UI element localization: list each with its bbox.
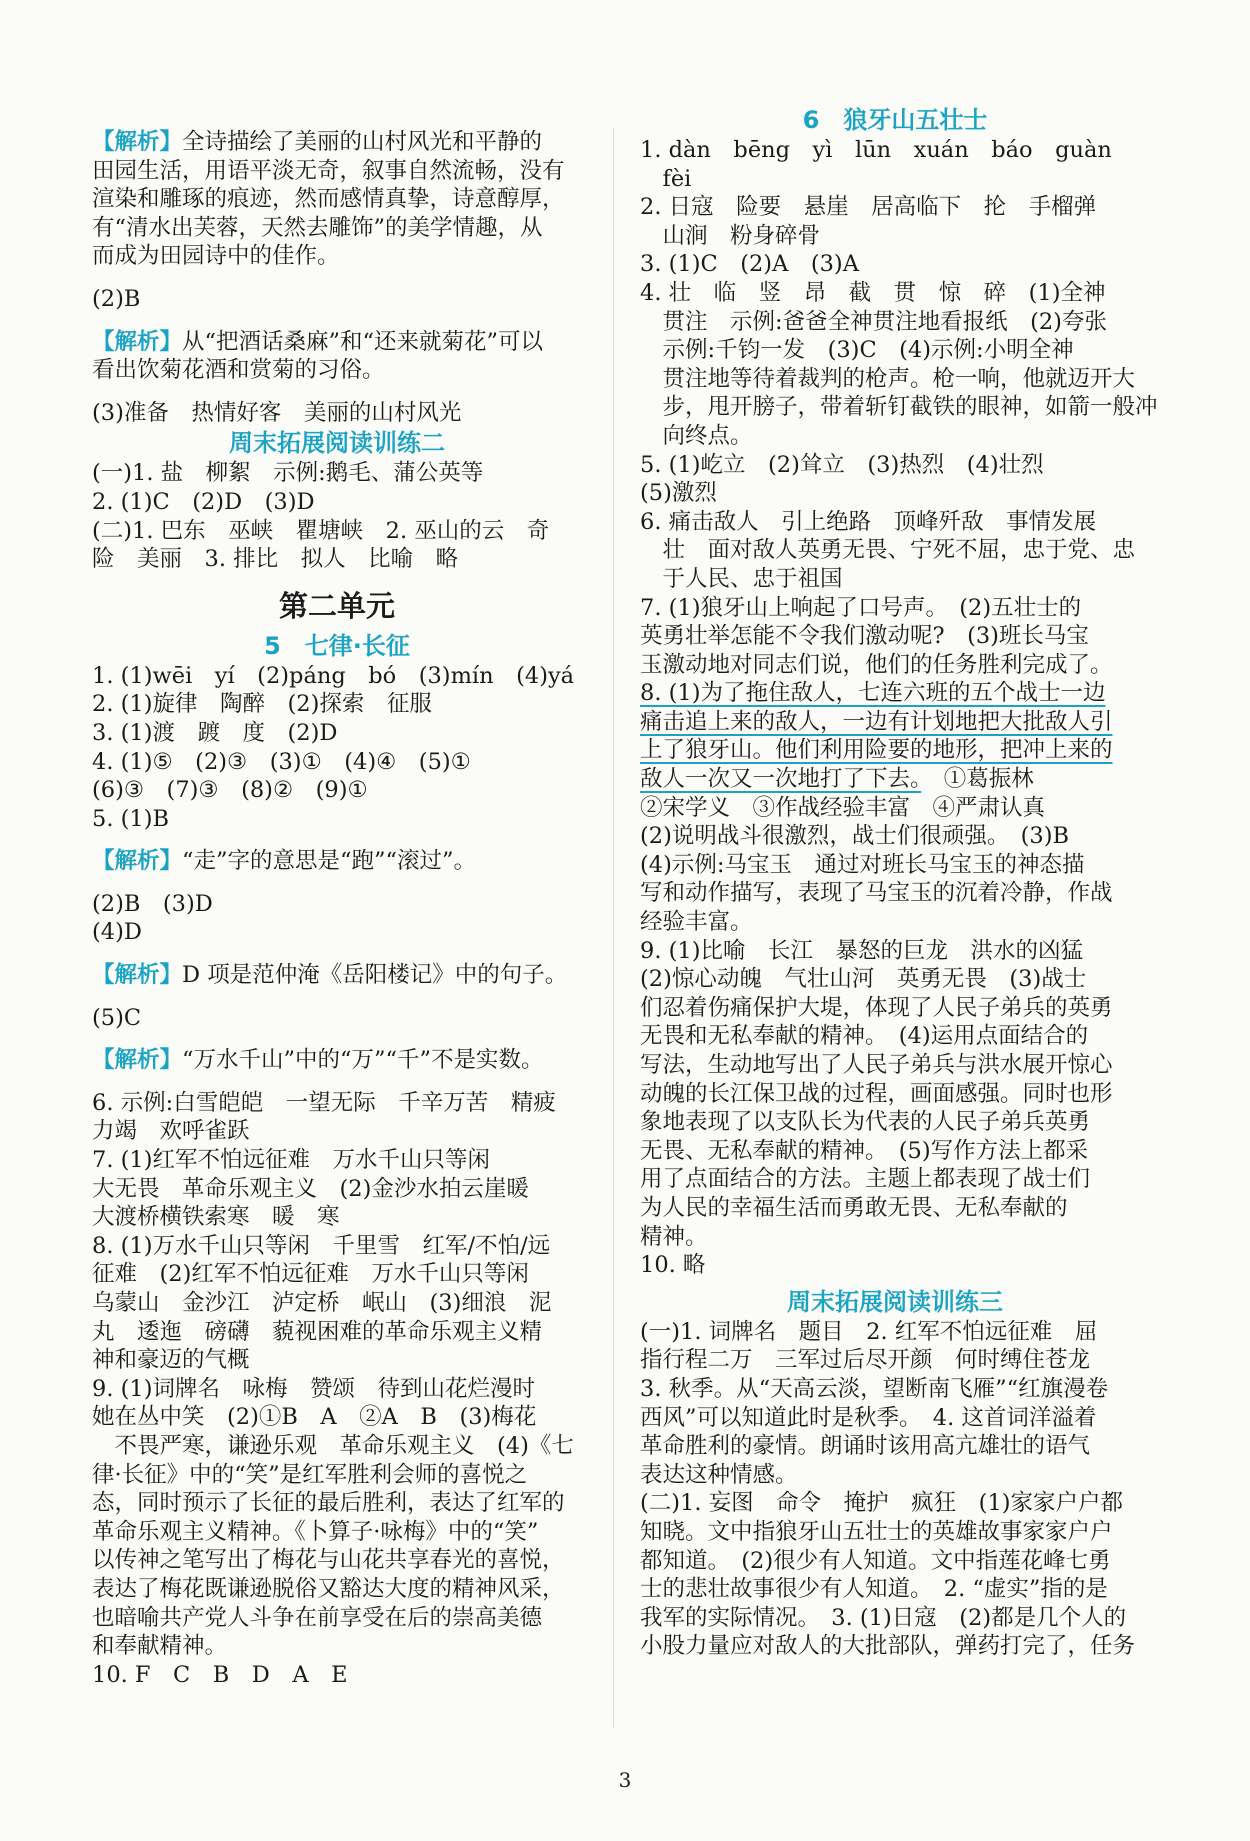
text-line: 7. (1)红军不怕远征难 万水千山只等闲	[92, 1147, 490, 1174]
text-line: ①葛振林	[921, 766, 1034, 793]
text-line: 10. 略	[640, 1252, 706, 1279]
text-line: 【解析】全诗描绘了美丽的山村风光和平静的	[92, 129, 543, 155]
text-line: 贯注地等待着裁判的枪声。枪一响，他就迈开大	[640, 365, 1136, 392]
text-line: 无畏和无私奉献的精神。 (4)运用点面结合的	[640, 1023, 1089, 1050]
left-column	[92, 128, 582, 1689]
text-line: 不畏严寒，谦逊乐观 革命乐观主义 (4)《七	[92, 1432, 574, 1459]
text-line: 我军的实际情况。 3. (1)日寇 (2)都是几个人的	[640, 1604, 1127, 1631]
text-line: (5)激烈	[640, 480, 717, 507]
text-line: 5. (1)B	[92, 805, 170, 832]
text-line: 渲染和雕琢的痕迹，然而感情真挚，诗意醇厚，	[92, 186, 565, 213]
analysis-tag: 【解析】	[92, 328, 183, 355]
text-line: (2)B (3)D	[92, 890, 213, 917]
text-line: 也暗喻共产党人斗争在前享受在后的崇高美德	[92, 1604, 543, 1631]
text-line: 革命胜利的豪情。朗诵时该用高亢雄壮的语气	[640, 1433, 1091, 1460]
text-line: 写法，生动地写出了人民子弟兵与洪水展开惊心	[640, 1052, 1113, 1078]
text-line: (2)说明战斗很激烈，战士们很顽强。 (3)B	[640, 823, 1070, 850]
text-line: 10. F C B D A E	[92, 1661, 348, 1688]
text-line: 险 美丽 3. 排比 拟人 比喻 略	[92, 546, 459, 573]
underlined-line: 痛击追上来的敌人，一边有计划地把大批敌人引	[640, 708, 1113, 735]
text-line: (6)③ (7)③ (8)② (9)①	[92, 777, 368, 804]
section-heading: 周末拓展阅读训练三	[787, 1287, 1003, 1316]
text-line: 向终点。	[640, 422, 753, 449]
text-line: 山涧 粉身碎骨	[640, 222, 821, 249]
text-line: 和奉献精神。	[92, 1633, 228, 1660]
text-line: 田园生活，用语平淡无奇，叙事自然流畅，没有	[92, 157, 565, 184]
text-line: 2. (1)C (2)D (3)D	[92, 488, 315, 515]
analysis-block	[92, 128, 582, 271]
text-line: 有“清水出芙蓉，天然去雕饰”的美学情趣，从	[92, 214, 543, 241]
text-line: 3. (1)C (2)A (3)A	[640, 251, 859, 278]
text-line: 象地表现了以支队长为代表的人民子弟兵英勇	[640, 1109, 1091, 1136]
text-line: 看出饮菊花酒和赏菊的习俗。	[92, 357, 385, 384]
text-line: 知晓。文中指狼牙山五壮士的英雄故事家家户户	[640, 1518, 1113, 1545]
text-line: 步，甩开膀子，带着斩钉截铁的眼神，如箭一般冲	[640, 394, 1158, 421]
underlined-line: 敌人一次又一次地打了下去。	[640, 766, 922, 793]
text-line: 写和动作描写，表现了马宝玉的沉着冷静，作战	[640, 880, 1113, 907]
text-line: 态，同时预示了长征的最后胜利，表达了红军的	[92, 1490, 565, 1517]
analysis-tag: 【解析】	[92, 129, 183, 155]
text-line: 士的悲壮故事很少有人知道。 2. “虚实”指的是	[640, 1576, 1108, 1603]
answer-line: (3)准备 热情好客 美丽的山村风光	[92, 399, 462, 426]
text-line: 7. (1)狼牙山上响起了口号声。 (2)五壮士的	[640, 594, 1082, 621]
text-line: 以传神之笔写出了梅花与山花共享春光的喜悦，	[92, 1547, 565, 1574]
text-line: (一)1. 盐 柳絮 示例:鹅毛、蒲公英等	[92, 460, 484, 487]
text-line: ②宋学义 ③作战经验丰富 ④严肃认真	[640, 794, 1046, 821]
analysis-tag: 【解析】	[92, 848, 183, 875]
text-line: 都知道。 (2)很少有人知道。文中指莲花峰七勇	[640, 1547, 1111, 1574]
analysis-line: 【解析】D 项是范仲淹《岳阳楼记》中的句子。	[92, 962, 568, 989]
text-line: 壮 面对敌人英勇无畏、宁死不屈，忠于党、忠	[640, 537, 1136, 564]
text-line: 表达了梅花既谦逊脱俗又豁达大度的精神风采，	[92, 1575, 565, 1602]
lesson-heading: 5 七律·长征	[264, 631, 410, 660]
text-line: 8. (1)万水千山只等闲 千里雪 红军/不怕/远	[92, 1232, 551, 1259]
text-line: 乌蒙山 金沙江 泸定桥 岷山 (3)细浪 泥	[92, 1290, 552, 1316]
analysis-tag: 【解析】	[92, 1047, 183, 1074]
analysis-line: 【解析】“万水千山”中的“万”“千”不是实数。	[92, 1047, 544, 1074]
text-line: 4. (1)⑤ (2)③ (3)① (4)④ (5)①	[92, 748, 471, 775]
lesson-heading: 6 狼牙山五壮士	[802, 106, 988, 134]
text-line: 2. (1)旋律 陶醉 (2)探索 征服	[92, 691, 432, 718]
text-line: 律·长征》中的“笑”是红军胜利会师的喜悦之	[92, 1461, 528, 1488]
column-divider	[613, 128, 614, 1728]
text-line: 表达这种情感。	[640, 1461, 798, 1488]
page-number: 3	[618, 1768, 632, 1792]
text-line: (2)惊心动魄 气壮山河 英勇无畏 (3)战士	[640, 966, 1087, 993]
text-line: 3. (1)渡 踱 度 (2)D	[92, 719, 338, 746]
section-heading: 周末拓展阅读训练二	[229, 429, 445, 458]
answers-6-10	[92, 1089, 582, 1689]
text-line: 贯注 示例:爸爸全神贯注地看报纸 (2)夸张	[640, 308, 1107, 335]
text-line: 玉激动地对同志们说，他们的任务胜利完成了。	[640, 651, 1113, 678]
text-line: 5. (1)屹立 (2)耸立 (3)热烈 (4)壮烈	[640, 451, 1044, 478]
text-line: 们忍着伤痛保护大堤，体现了人民子弟兵的英勇	[640, 994, 1113, 1021]
text-line: (二)1. 妄图 命令 掩护 疯狂 (1)家家户户都	[640, 1490, 1124, 1517]
text-line: 小股力量应对敌人的大批部队，弹药打完了，任务	[640, 1633, 1136, 1660]
text-line: 而成为田园诗中的佳作。	[92, 243, 340, 270]
text-line: (4)D	[92, 919, 142, 946]
text-line: fèi	[640, 165, 692, 192]
answer-line: (2)B	[92, 285, 141, 312]
text-line: 英勇壮举怎能不令我们激动呢? (3)班长马宝	[640, 623, 1089, 650]
text-line: 丸 逶迤 磅礴 藐视困难的革命乐观主义精	[92, 1318, 543, 1345]
unit-heading: 第二单元	[278, 588, 395, 623]
right-column	[640, 104, 1158, 1661]
analysis-tag: 【解析】	[92, 962, 183, 989]
text-line: 6. 痛击敌人 引上绝路 顶峰歼敌 事情发展	[640, 508, 1097, 535]
text-line: 无畏、无私奉献的精神。 (5)写作方法上都采	[640, 1137, 1089, 1164]
text-line: 大渡桥横铁索寒 暖 寒	[92, 1204, 340, 1231]
text-line: (5)C	[92, 1004, 142, 1031]
text-line: 征难 (2)红军不怕远征难 万水千山只等闲	[92, 1261, 529, 1288]
text-line: 9. (1)词牌名 咏梅 赞颂 待到山花烂漫时	[92, 1375, 535, 1402]
text-line: 9. (1)比喻 长江 暴怒的巨龙 洪水的凶猛	[640, 937, 1083, 964]
text-line: 她在丛中笑 (2)①B A ②A B (3)梅花	[92, 1404, 537, 1431]
text-line: 精神。	[640, 1223, 708, 1250]
text-line: 为人民的幸福生活而勇敢无畏、无私奉献的	[640, 1194, 1068, 1221]
text-line: 力竭 欢呼雀跃	[92, 1118, 250, 1145]
text-line: (二)1. 巴东 巫峡 瞿塘峡 2. 巫山的云 奇	[92, 517, 550, 544]
text-line: 【解析】从“把酒话桑麻”和“还来就菊花”可以	[92, 328, 544, 355]
text-line: 西风”可以知道此时是秋季。 4. 这首词洋溢着	[640, 1404, 1097, 1431]
text-line: 1. dàn bēng yì lūn xuán báo guàn	[640, 137, 1112, 163]
text-line: 动魄的长江保卫战的过程，画面感强。同时也形	[640, 1080, 1113, 1107]
underlined-line: 8. (1)为了拖住敌人，七连六班的五个战士一边	[640, 680, 1106, 707]
text-line: (一)1. 词牌名 题目 2. 红军不怕远征难 屈	[640, 1318, 1098, 1345]
text-line: (4)示例:马宝玉 通过对班长马宝玉的神态描	[640, 851, 1085, 878]
text-line: 4. 壮 临 竖 昂 截 贯 惊 碎 (1)全神	[640, 279, 1106, 306]
text-line: 示例:千钧一发 (3)C (4)示例:小明全神	[640, 337, 1074, 364]
text-line: 经验丰富。	[640, 909, 753, 936]
text-line: 3. 秋季。从“天高云淡，望断南飞雁”“红旗漫卷	[640, 1375, 1109, 1402]
text-line: 6. 示例:白雪皑皑 一望无际 千辛万苦 精疲	[92, 1089, 556, 1116]
text-line: 于人民、忠于祖国	[640, 565, 843, 592]
analysis-line: 【解析】“走”字的意思是“跑”“滚过”。	[92, 848, 477, 875]
underlined-line: 上了狼牙山。他们利用险要的地形，把冲上来的	[640, 737, 1113, 764]
text-line: 革命乐观主义精神。《卜算子·咏梅》中的“笑”	[92, 1518, 539, 1545]
text-line: 指行程二万 三军过后尽开颜 何时缚住苍龙	[640, 1347, 1091, 1374]
text-line: 用了点面结合的方法。主题上都表现了战士们	[640, 1166, 1091, 1193]
text-line: 1. (1)wēi yí (2)páng bó (3)mín (4)yá	[92, 662, 575, 689]
text-line: 神和豪迈的气概	[92, 1347, 250, 1374]
text-line: 2. 日寇 险要 悬崖 居高临下 抡 手榴弹	[640, 194, 1097, 221]
text-line: 大无畏 革命乐观主义 (2)金沙水拍云崖暖	[92, 1175, 529, 1202]
